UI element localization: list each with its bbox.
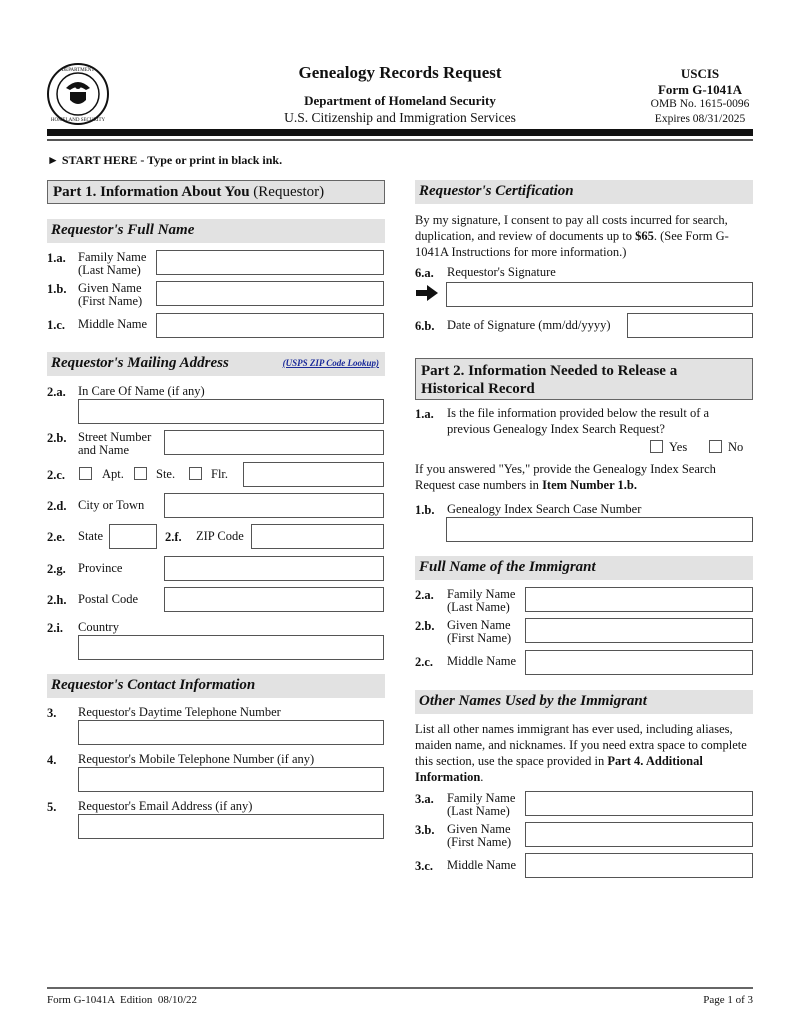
requestor-middle-name-input[interactable] <box>156 313 384 338</box>
field-label: Country <box>78 620 119 634</box>
arrow-right-icon <box>416 285 438 305</box>
dhs-seal-icon <box>46 62 110 126</box>
section-immigrant-name: Full Name of the Immigrant <box>415 556 753 580</box>
yes-label: Yes <box>669 440 688 454</box>
field-label: Middle Name <box>447 858 517 872</box>
part1-title: Part 1. Information About You <box>53 184 250 200</box>
other-middle-name-input[interactable] <box>525 853 753 878</box>
part1-title-suffix: (Requestor) <box>249 184 325 200</box>
item-number: 2.a. <box>47 385 66 399</box>
expiration-date: Expires 08/31/2025 <box>654 113 746 125</box>
other-names-instruction: List all other names immigrant has ever used, including aliases, maiden name, and nicknames. If you need extra space to complete this section, use the space provided in Part 4. Additional Information. <box>415 722 747 784</box>
item-number: 5. <box>47 800 57 814</box>
field-label: Middle Name <box>447 654 517 668</box>
field-label: Postal Code <box>78 592 139 606</box>
item-number: 4. <box>47 753 57 767</box>
field-label: Family Name (Last Name) <box>78 250 147 277</box>
section-mailing-address <box>47 352 385 376</box>
item-number: 2.a. <box>415 588 434 602</box>
other-given-name-input[interactable] <box>525 822 753 847</box>
zip-code-input[interactable] <box>251 524 384 549</box>
item-number: 1.b. <box>415 503 435 517</box>
in-care-of-name-input[interactable] <box>78 399 384 424</box>
flr-label: Flr. <box>211 467 229 481</box>
item-number: 2.c. <box>47 468 66 482</box>
field-label: Given Name (First Name) <box>78 281 143 308</box>
field-label: Province <box>78 561 123 575</box>
usps-zip-lookup-link[interactable]: (USPS ZIP Code Lookup) <box>282 358 379 368</box>
section-full-name: Requestor's Full Name <box>47 219 385 243</box>
field-label: Requestor's Signature <box>447 265 556 279</box>
form-title: Genealogy Records Request <box>298 63 502 82</box>
immigrant-middle-name-input[interactable] <box>525 650 753 675</box>
country-input[interactable] <box>78 635 384 660</box>
apt-checkbox[interactable] <box>79 467 92 480</box>
footer-edition: Form G-1041A Edition 08/10/22 <box>47 994 198 1006</box>
header-rule-thin <box>47 139 753 141</box>
item-number: 2.f. <box>165 530 182 544</box>
immigrant-family-name-input[interactable] <box>525 587 753 612</box>
footer-rule <box>47 987 753 989</box>
field-label: Requestor's Daytime Telephone Number <box>78 705 281 719</box>
item-number: 2.b. <box>415 619 435 633</box>
section-other-names: Other Names Used by the Immigrant <box>415 690 753 714</box>
field-label: Genealogy Index Search Case Number <box>447 502 642 516</box>
item-number: 3.a. <box>415 792 434 806</box>
immigrant-given-name-input[interactable] <box>525 618 753 643</box>
case-number-input[interactable] <box>446 517 753 542</box>
part1-header <box>47 180 385 204</box>
signature-input[interactable] <box>446 282 753 307</box>
item-number: 3.b. <box>415 823 435 837</box>
no-label: No <box>728 440 744 454</box>
requestor-family-name-input[interactable] <box>156 250 384 275</box>
item-number: 1.a. <box>415 407 434 421</box>
mobile-phone-input[interactable] <box>78 767 384 792</box>
item-number: 2.g. <box>47 562 66 576</box>
flr-checkbox[interactable] <box>189 467 202 480</box>
ste-label: Ste. <box>156 467 176 481</box>
item-number: 1.b. <box>47 282 67 296</box>
part2-header: Part 2. Information Needed to Release a Historical Record <box>415 358 753 400</box>
agency-name: U.S. Citizenship and Immigration Services <box>284 110 516 125</box>
unit-number-input[interactable] <box>243 462 384 487</box>
form-number: Form G-1041A <box>657 82 743 97</box>
item-number: 2.h. <box>47 593 67 607</box>
item-number: 3.c. <box>415 859 434 873</box>
field-label: Middle Name <box>78 317 148 331</box>
item-number: 2.i. <box>47 621 63 635</box>
field-label: In Care Of Name (if any) <box>78 384 205 398</box>
svg-text:DEPARTMENT: DEPARTMENT <box>61 68 95 73</box>
field-label: Requestor's Mobile Telephone Number (if any) <box>78 752 315 766</box>
item-number: 2.b. <box>47 431 67 445</box>
email-input[interactable] <box>78 814 384 839</box>
department-name: Department of Homeland Security <box>304 93 496 108</box>
field-label: Given Name (First Name) <box>447 822 512 849</box>
field-label: Requestor's Email Address (if any) <box>78 799 253 813</box>
section-heading: Requestor's Mailing Address <box>51 355 229 371</box>
province-input[interactable] <box>164 556 384 581</box>
field-label: ZIP Code <box>196 529 244 543</box>
item-number: 6.b. <box>415 319 435 333</box>
field-label: Given Name (First Name) <box>447 618 512 645</box>
section-certification: Requestor's Certification <box>415 180 753 204</box>
field-label: Date of Signature (mm/dd/yyyy) <box>447 318 611 332</box>
city-input[interactable] <box>164 493 384 518</box>
field-label: Street Number and Name <box>78 430 152 457</box>
item-number: 3. <box>47 706 57 720</box>
item-number: 2.c. <box>415 655 434 669</box>
signature-date-input[interactable] <box>627 313 753 338</box>
postal-code-input[interactable] <box>164 587 384 612</box>
item-number: 2.d. <box>47 499 67 513</box>
yes-checkbox[interactable] <box>650 440 663 453</box>
apt-label: Apt. <box>102 467 124 481</box>
start-here-instruction: ► START HERE - Type or print in black ink. <box>47 153 283 167</box>
certification-text: By my signature, I consent to pay all costs incurred for search, duplication, and review of documents up to $65. (See Form G-1041A Instructions for more information.) <box>415 213 729 259</box>
daytime-phone-input[interactable] <box>78 720 384 745</box>
header-rule-thick <box>47 129 753 136</box>
field-label: Family Name (Last Name) <box>447 791 516 818</box>
field-label: City or Town <box>78 498 145 512</box>
ste-checkbox[interactable] <box>134 467 147 480</box>
section-contact-information: Requestor's Contact Information <box>47 674 385 698</box>
question-text: Is the file information provided below the result of a previous Genealogy Index Search Request? <box>447 406 710 436</box>
item-number: 2.e. <box>47 530 66 544</box>
item-number: 6.a. <box>415 266 434 280</box>
field-label: Family Name (Last Name) <box>447 587 516 614</box>
omb-number: OMB No. 1615-0096 <box>650 98 750 110</box>
no-checkbox[interactable] <box>709 440 722 453</box>
agency-short: USCIS <box>680 66 720 81</box>
street-number-input[interactable] <box>164 430 384 455</box>
requestor-given-name-input[interactable] <box>156 281 384 306</box>
item-number: 1.c. <box>47 318 66 332</box>
item-number: 1.a. <box>47 251 66 265</box>
field-label: State <box>78 529 103 543</box>
svg-text:HOMELAND SECURITY: HOMELAND SECURITY <box>50 118 106 123</box>
if-yes-instruction: If you answered "Yes," provide the Genealogy Index Search Request case numbers in Item Number 1.b. <box>415 462 716 492</box>
state-input[interactable] <box>109 524 157 549</box>
other-family-name-input[interactable] <box>525 791 753 816</box>
footer-page-number: Page 1 of 3 <box>703 994 753 1006</box>
